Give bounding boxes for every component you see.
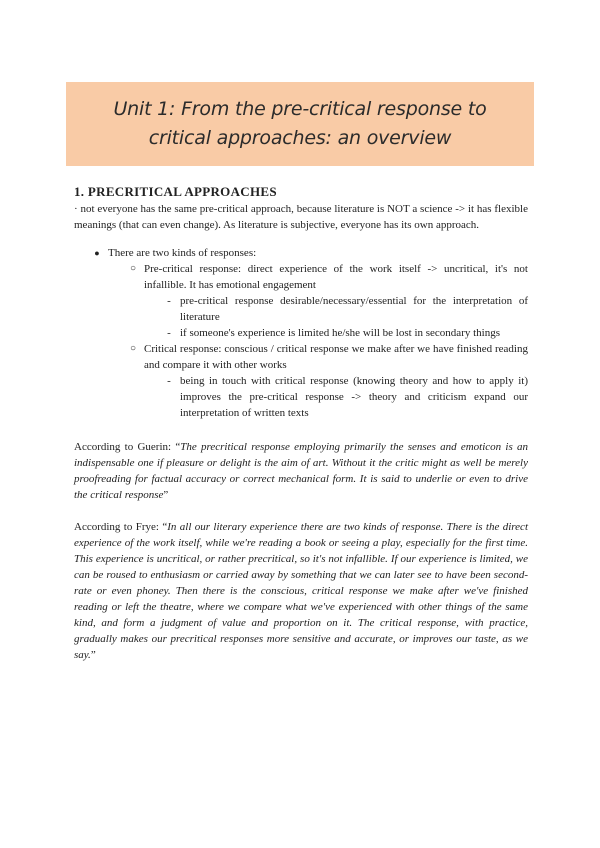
list-subitem-text: pre-critical response desirable/necessary/essential for the interpretation of literature bbox=[180, 295, 528, 323]
list-subitem bbox=[158, 373, 528, 421]
responses-list bbox=[74, 245, 528, 421]
dash-marker: - bbox=[167, 295, 171, 307]
title-banner bbox=[66, 82, 534, 166]
list-item bbox=[86, 245, 528, 261]
frye-quote: In all our literary experience there are two kinds of response. There is the direct experience of the work itself, while we're reading a book or seeing a play, especially for the first time. This experience is uncritical, or rather precritical, so it's not infallible. If our experience is limited, we can be roused to enthusiasm or carried away by something that we can later see to have been second-rate or even phoney. Then there is the conscious, critical response we make after we've finished reading or left the theatre, where we compare what we've experienced with other things of the same kind, and form a judgment of value and proportion on it. The critical response, with practice, gradually makes our precritical responses more sensitive and accurate, or improves our taste, as we say. bbox=[74, 521, 528, 661]
guerin-quote: The precritical response employing primarily the senses and emoticon is an indispensable one if pleasure or delight is the aim of art. Without it the critic might as well be merely proofreading for factual accuracy or correct mechanical form. It is said to underlie or even to drive the critical response bbox=[74, 441, 528, 501]
list-item-critical bbox=[122, 341, 528, 373]
section-heading: 1. PRECRITICAL APPROACHES bbox=[74, 184, 277, 199]
list-item-text: There are two kinds of responses: bbox=[108, 247, 257, 259]
list-item-precritical bbox=[122, 261, 528, 293]
precritical-response-text: Pre-critical response: direct experience of the work itself -> uncritical, it's not infallible. It has emotional engagement bbox=[144, 263, 528, 291]
document-body bbox=[74, 183, 528, 663]
bullet-marker: ● bbox=[94, 248, 100, 258]
critical-response-text: Critical response: conscious / critical response we make after we have finished reading and compare it with other works bbox=[144, 343, 528, 371]
frye-close: ” bbox=[90, 649, 96, 661]
dash-marker: - bbox=[167, 375, 171, 387]
circle-marker: ○ bbox=[129, 263, 137, 274]
intro-paragraph: · not everyone has the same pre-critical approach, because literature is NOT a science -> it has flexible meanings (that can even change). As literature is subjective, everyone has its own approach. bbox=[74, 203, 528, 231]
dash-marker: - bbox=[167, 327, 171, 339]
frye-paragraph bbox=[74, 519, 528, 663]
list-subitem bbox=[158, 293, 528, 325]
guerin-lead: According to Guerin: “ bbox=[74, 441, 181, 453]
list-subitem-text: being in touch with critical response (knowing theory and how to apply it) improves the pre-critical response -> theory and criticism expand our interpretation of written texts bbox=[180, 375, 528, 419]
guerin-close: ” bbox=[163, 489, 169, 501]
circle-marker: ○ bbox=[129, 343, 137, 354]
guerin-paragraph bbox=[74, 439, 528, 503]
page-title: Unit 1: From the pre-critical response to critical approaches: an overview bbox=[113, 98, 487, 149]
list-subitem bbox=[158, 325, 528, 341]
list-subitem-text: if someone's experience is limited he/she will be lost in secondary things bbox=[180, 327, 500, 339]
frye-lead: According to Frye: “ bbox=[74, 521, 168, 533]
